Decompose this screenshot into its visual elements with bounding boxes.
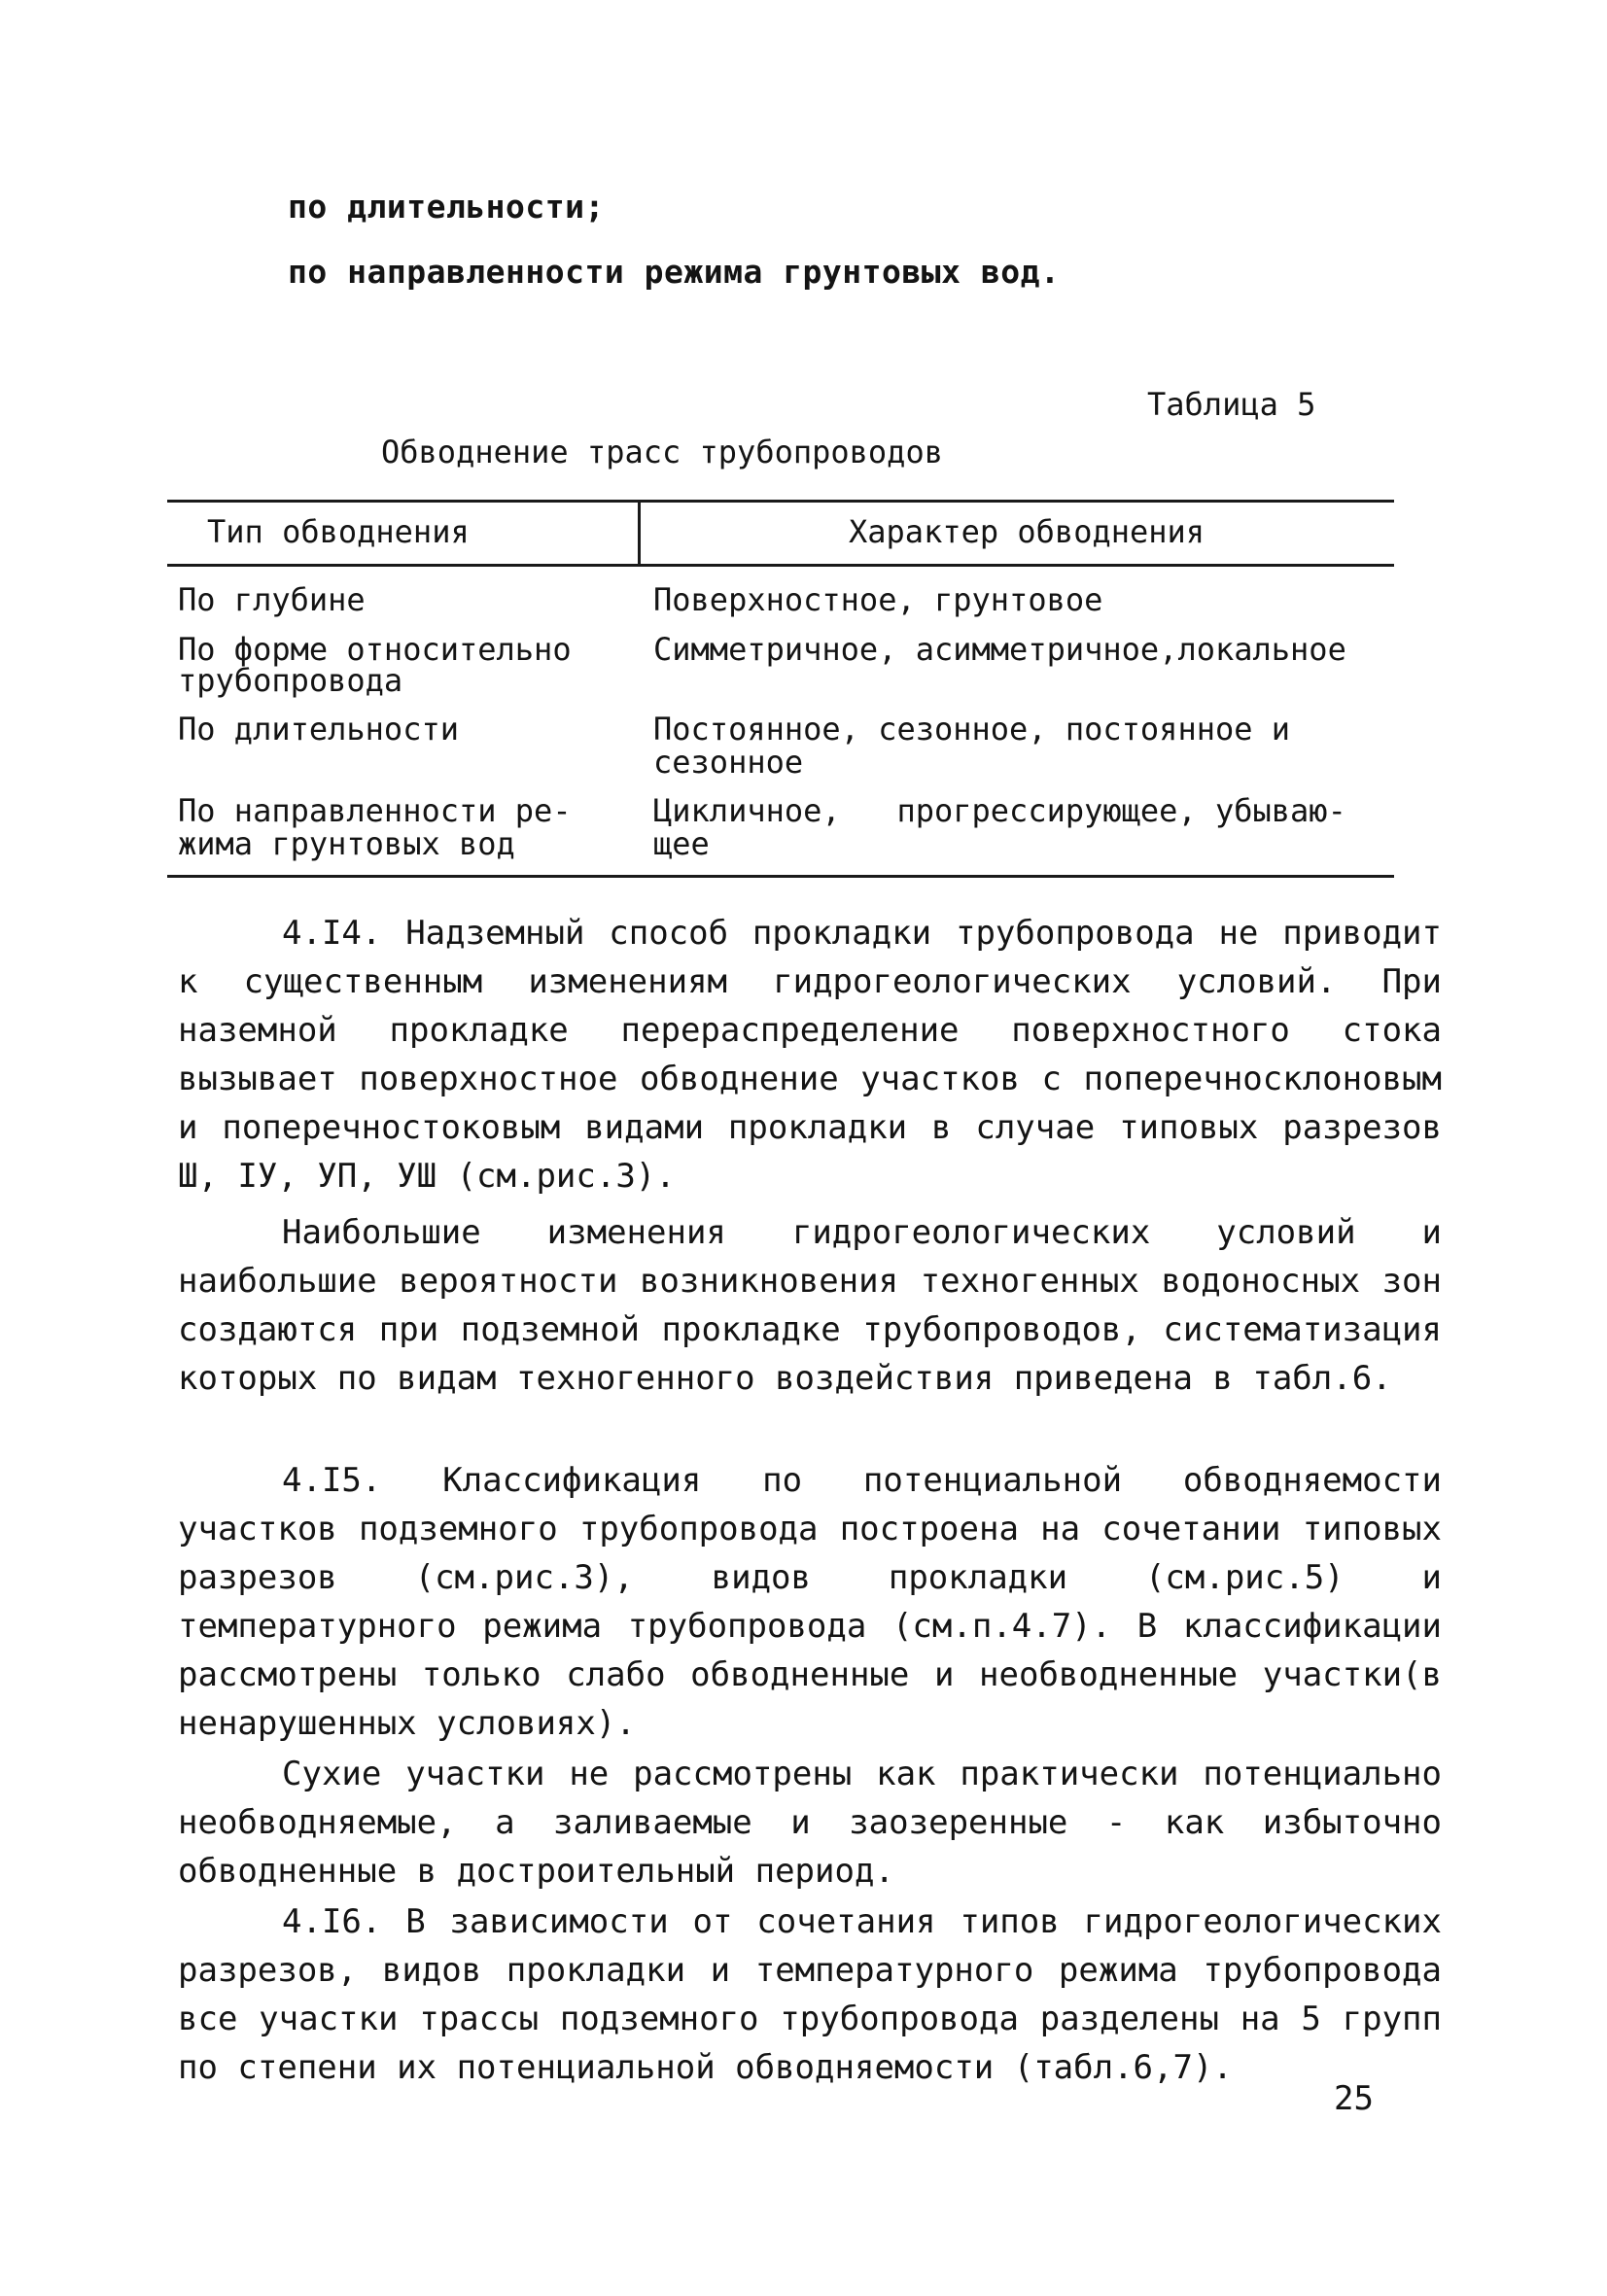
table-bottom-rule: [167, 875, 1394, 878]
table-row-3-character-line-2: сезонное: [653, 744, 804, 781]
table-row-4-type-line-2: жима грунтовых вод: [178, 825, 515, 862]
table-header-rule: [167, 564, 1394, 567]
paragraph-dry-sections: Сухие участки не рассмотрены как практически потенциально необводняемые, а заливаемые и заозеренные - как избыточно обводненные в достроительный период.: [178, 1755, 1442, 1891]
table-top-rule: [167, 500, 1394, 503]
intro-line-2: по направленности режима грунтовых вод.: [288, 253, 1061, 291]
table-number-label: Таблица 5: [1147, 386, 1316, 423]
table-title: Обводнение трасс трубопроводов: [381, 434, 943, 470]
page-number: 25: [1334, 2079, 1374, 2118]
paragraph-largest-changes: Наибольшие изменения гидрогеологических условий и наибольшие вероятности возникновения техногенных водоносных зон создаются при подземной прокладке трубопроводов, систематизация которых по видам техногенного воздействия приведена в табл.6.: [178, 1213, 1442, 1398]
paragraph-4-14: 4.I4. Надземный способ прокладки трубопровода не приводит к существенным изменениям гидрогеологических условий. При наземной прокладке перераспределение поверхностного стока вызывает поверхностное обводнение участков с поперечносклоновым и поперечностоковым видами прокладки в случае типовых разрезов Ш, IУ, УП, УШ (см.рис.3).: [178, 914, 1442, 1196]
table-row-2-type-line-2: трубопровода: [178, 662, 403, 699]
table-row-1-type: По глубине: [178, 581, 366, 618]
table-row-1-character: Поверхностное, грунтовое: [653, 581, 1103, 618]
table-header-character: Характер обводнения: [849, 513, 1205, 550]
intro-line-1: по длительности;: [288, 188, 605, 226]
paragraph-4-16: 4.I6. В зависимости от сочетания типов гидрогеологических разрезов, видов прокладки и температурного режима трубопровода все участки трассы подземного трубопровода разделены на 5 групп по степени их потенциальной обводняемости (табл.6,7).: [178, 1902, 1442, 2087]
table-row-4-character-line-1: Цикличное, прогрессирующее, убываю-: [653, 792, 1346, 829]
table-row-2-character: Симметричное, асимметричное,локальное: [653, 631, 1346, 668]
table-row-2-type-line-1: По форме относительно: [178, 631, 572, 668]
table-row-3-character-line-1: Постоянное, сезонное, постоянное и: [653, 711, 1291, 748]
paragraph-4-15: 4.I5. Классификация по потенциальной обводняемости участков подземного трубопровода построена на сочетании типовых разрезов (см.рис.3), видов прокладки (см.рис.5) и температурного режима трубопровода (см.п.4.7). В классификации рассмотрены только слабо обводненные и необводненные участки(в ненарушенных условиях).: [178, 1461, 1442, 1743]
table-column-divider: [638, 500, 641, 564]
table-header-type: Тип обводнения: [207, 513, 470, 550]
table-row-4-type-line-1: По направленности ре-: [178, 792, 572, 829]
table-row-3-type: По длительности: [178, 711, 459, 748]
table-row-4-character-line-2: щее: [653, 825, 710, 862]
